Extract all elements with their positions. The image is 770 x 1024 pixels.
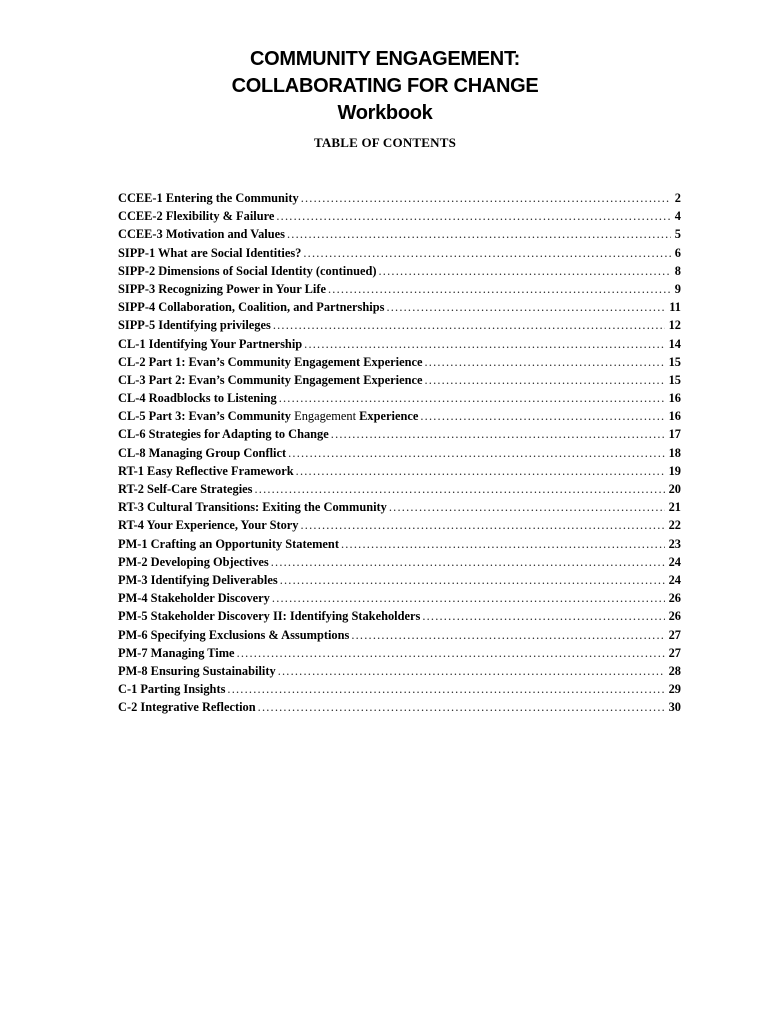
toc-entry-label (118, 264, 379, 279)
toc-entry-page-number: 15 (668, 372, 681, 387)
toc-entry-title: CCEE-2 Flexibility & Failure (118, 209, 275, 224)
toc-entry-label (118, 246, 303, 261)
toc-entry-label (118, 318, 273, 333)
toc-entry[interactable] (118, 373, 681, 391)
toc-dot-leader (379, 264, 671, 279)
toc-entry-label (118, 664, 278, 679)
toc-entry-title: C-1 Parting Insights (118, 682, 226, 697)
toc-entry-page-number: 14 (668, 336, 681, 351)
toc-entry[interactable] (118, 246, 681, 264)
toc-entry-page-number: 22 (668, 518, 681, 533)
toc-entry-label (118, 209, 276, 224)
toc-entry-page-number: 12 (668, 318, 681, 333)
toc-dot-leader (237, 646, 665, 661)
toc-dot-leader (351, 628, 664, 643)
toc-entry[interactable] (118, 355, 681, 373)
toc-entry-title: RT-3 Cultural Transitions: Exiting the Community (118, 500, 387, 515)
title-line-1: COMMUNITY ENGAGEMENT: (250, 48, 520, 70)
toc-entry[interactable] (118, 427, 681, 445)
toc-dot-leader (227, 682, 664, 697)
toc-entry-page-number: 24 (668, 572, 681, 587)
toc-entry[interactable] (118, 482, 681, 500)
toc-entry[interactable] (118, 609, 681, 627)
toc-entry-label (118, 609, 422, 624)
toc-entry[interactable] (118, 300, 681, 318)
toc-entry-label (118, 700, 258, 715)
toc-entry-title: PM-3 Identifying Deliverables (118, 572, 278, 587)
toc-entry-page-number: 29 (668, 682, 681, 697)
toc-entry-label (118, 518, 301, 533)
toc-entry-title: CL-2 Part 1: Evan’s Community Engagement Experience (118, 354, 423, 369)
toc-entry-title: SIPP-4 Collaboration, Coalition, and Partnerships (118, 300, 385, 315)
toc-entry-title: CL-5 Part 3: Evan’s Community (118, 409, 292, 424)
toc-dot-leader (424, 373, 664, 388)
toc-entry-label (118, 337, 304, 352)
toc-entry-title: CCEE-3 Motivation and Values (118, 227, 285, 242)
toc-entry-page-number: 16 (668, 391, 681, 406)
toc-entry[interactable] (118, 391, 681, 409)
toc-entry-label (118, 500, 389, 515)
toc-entry-page-number: 11 (669, 300, 681, 315)
toc-entry-page-number: 20 (668, 482, 681, 496)
toc-entry-title: CL-6 Strategies for Adapting to Change (118, 427, 329, 442)
toc-entry-title: SIPP-5 Identifying privileges (118, 318, 271, 333)
toc-entry-page-number: 27 (668, 627, 681, 642)
toc-entry-label (118, 591, 272, 606)
toc-entry-page-number: 4 (674, 209, 681, 224)
toc-dot-leader (296, 464, 665, 479)
toc-entry[interactable] (118, 537, 681, 555)
toc-entry-label (118, 227, 287, 242)
toc-entry-page-number: 27 (668, 645, 681, 660)
toc-entry[interactable] (118, 464, 681, 482)
toc-entry-page-number: 15 (668, 354, 681, 369)
title-line-3: Workbook (337, 102, 433, 124)
toc-entry-page-number: 2 (674, 191, 681, 205)
toc-dot-leader (288, 446, 665, 461)
toc-entry-title: PM-4 Stakeholder Discovery (118, 591, 270, 606)
toc-dot-leader (328, 282, 671, 297)
toc-dot-leader (301, 518, 665, 533)
toc-entry-title: SIPP-2 Dimensions of Social Identity (continued) (118, 263, 377, 278)
toc-entry[interactable] (118, 555, 681, 573)
toc-entry-label (118, 373, 424, 388)
toc-entry-title-tail: Experience (359, 409, 419, 424)
toc-entry-page-number: 28 (668, 663, 681, 678)
toc-entry-title: PM-8 Ensuring Sustainability (118, 663, 276, 678)
toc-entry-page-number: 30 (668, 700, 681, 715)
toc-entry[interactable] (118, 573, 681, 591)
toc-entry-label (118, 300, 386, 315)
toc-dot-leader (276, 209, 670, 224)
title-line-2: COLLABORATING FOR CHANGE (231, 75, 539, 97)
toc-dot-leader (424, 355, 664, 370)
toc-dot-leader (258, 700, 665, 715)
toc-entry-title-normal: Engagement (294, 409, 357, 424)
toc-entry-page-number: 17 (668, 427, 681, 442)
toc-entry[interactable] (118, 500, 681, 518)
toc-heading: TABLE OF CONTENTS (313, 135, 457, 150)
toc-dot-leader (273, 318, 665, 333)
toc-entry[interactable] (118, 628, 681, 646)
toc-dot-leader (422, 609, 664, 624)
toc-entry-title: PM-1 Crafting an Opportunity Statement (118, 536, 339, 551)
toc-entry-label (118, 391, 279, 406)
toc-dot-leader (254, 482, 664, 497)
toc-entry[interactable] (118, 682, 681, 700)
toc-entry[interactable] (118, 318, 681, 336)
toc-dot-leader (341, 537, 665, 552)
toc-dot-leader (287, 227, 671, 242)
toc-entry-label (118, 555, 271, 570)
toc-dot-leader (304, 337, 664, 352)
toc-entry-title: CL-1 Identifying Your Partnership (118, 336, 303, 351)
toc-entry-label (118, 282, 328, 297)
toc-entry-page-number: 16 (668, 409, 681, 424)
toc-entry[interactable] (118, 282, 681, 300)
toc-entry[interactable] (118, 591, 681, 609)
toc-entry-page-number: 5 (674, 227, 681, 242)
toc-entry-label (118, 682, 227, 697)
table-of-contents (118, 191, 681, 718)
toc-dot-leader (278, 664, 665, 679)
toc-entry-label (118, 446, 288, 461)
toc-entry[interactable] (118, 518, 681, 536)
toc-dot-leader (331, 427, 665, 442)
toc-entry[interactable] (118, 209, 681, 227)
toc-entry[interactable] (118, 227, 681, 245)
toc-entry-label (118, 427, 331, 442)
toc-entry-label (118, 409, 420, 424)
toc-entry-title: RT-1 Easy Reflective Framework (118, 463, 294, 478)
toc-entry-page-number: 6 (674, 245, 681, 260)
toc-entry-label (118, 628, 351, 643)
toc-entry-label (118, 646, 237, 661)
toc-entry-title: CL-3 Part 2: Evan’s Community Engagement Experience (118, 372, 423, 387)
toc-entry-page-number: 23 (668, 536, 681, 551)
toc-entry-label (118, 464, 296, 479)
toc-entry-title: PM-6 Specifying Exclusions & Assumptions (118, 627, 350, 642)
toc-entry[interactable] (118, 191, 681, 209)
toc-dot-leader (279, 391, 665, 406)
toc-entry-title: CL-8 Managing Group Conflict (118, 445, 287, 460)
toc-entry-label (118, 191, 301, 206)
toc-entry-page-number: 9 (674, 281, 681, 296)
toc-entry-title: SIPP-3 Recognizing Power in Your Life (118, 281, 326, 296)
toc-dot-leader (303, 246, 670, 261)
toc-entry-page-number: 8 (674, 263, 681, 278)
toc-entry-page-number: 26 (668, 609, 681, 624)
toc-entry-page-number: 21 (668, 500, 681, 515)
toc-entry-page-number: 24 (668, 554, 681, 569)
toc-entry[interactable] (118, 664, 681, 682)
toc-entry-title: RT-4 Your Experience, Your Story (118, 518, 299, 533)
toc-entry-label (118, 537, 341, 552)
toc-entry-title: PM-7 Managing Time (118, 645, 235, 660)
toc-dot-leader (386, 300, 665, 315)
toc-entry[interactable] (118, 337, 681, 355)
toc-entry-page-number: 18 (668, 445, 681, 460)
toc-entry-title: CCEE-1 Entering the Community (118, 191, 299, 205)
toc-entry-title: SIPP-1 What are Social Identities? (118, 245, 302, 260)
toc-entry-label (118, 482, 254, 497)
toc-dot-leader (280, 573, 665, 588)
toc-entry[interactable] (118, 446, 681, 464)
document-title (0, 46, 770, 127)
toc-entry-label (118, 573, 280, 588)
toc-entry-title: CL-4 Roadblocks to Listening (118, 391, 277, 406)
toc-entry-title: C-2 Integrative Reflection (118, 700, 256, 715)
toc-dot-leader (271, 555, 665, 570)
toc-dot-leader (301, 191, 671, 206)
toc-dot-leader (272, 591, 665, 606)
toc-entry[interactable] (118, 700, 681, 718)
toc-entry[interactable] (118, 264, 681, 282)
toc-entry-page-number: 19 (668, 463, 681, 478)
toc-entry-title: PM-5 Stakeholder Discovery II: Identifying Stakeholders (118, 609, 421, 624)
toc-dot-leader (420, 409, 664, 424)
toc-entry-page-number: 26 (668, 591, 681, 606)
toc-entry[interactable] (118, 409, 681, 427)
toc-dot-leader (389, 500, 665, 515)
toc-entry-label (118, 355, 424, 370)
toc-entry[interactable] (118, 646, 681, 664)
toc-entry-title: RT-2 Self-Care Strategies (118, 482, 253, 496)
toc-entry-title: PM-2 Developing Objectives (118, 554, 269, 569)
